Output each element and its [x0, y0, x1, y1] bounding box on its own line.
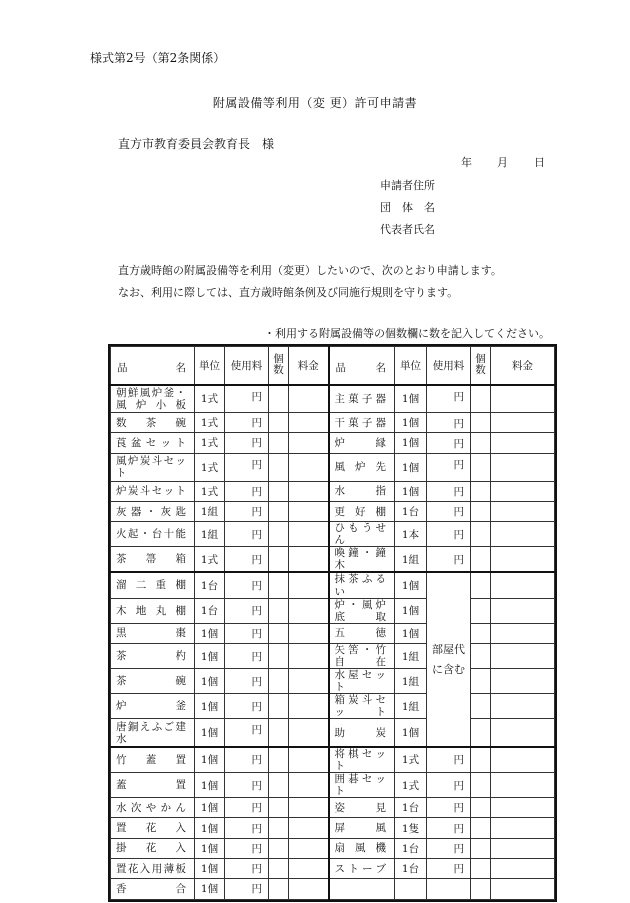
item-name: 炉炭斗セット — [111, 481, 195, 501]
item-fee: 円 — [427, 413, 471, 433]
count-input-cell[interactable] — [269, 694, 289, 719]
item-unit: 1台 — [395, 798, 427, 818]
item-name: 唐銅えふご建水 — [111, 719, 195, 747]
item-name: 置花入用薄板 — [111, 859, 195, 879]
item-unit: 1式 — [395, 747, 427, 773]
item-name: 置花入 — [111, 818, 195, 838]
charge-cell — [491, 572, 555, 598]
charge-cell — [289, 501, 329, 521]
table-row — [111, 669, 555, 694]
item-fee: 円 — [225, 669, 269, 694]
charge-cell — [491, 433, 555, 453]
item-fee: 円 — [427, 747, 471, 773]
table-row — [111, 547, 555, 573]
item-name: 朝鮮風炉釜・風炉小板 — [111, 385, 195, 413]
item-fee: 円 — [225, 772, 269, 797]
count-input-cell[interactable] — [269, 453, 289, 481]
count-input-cell[interactable] — [269, 838, 289, 858]
item-fee: 円 — [427, 453, 471, 481]
item-unit: 1個 — [195, 623, 225, 643]
charge-cell — [289, 798, 329, 818]
charge-cell — [289, 747, 329, 773]
item-unit: 1個 — [395, 453, 427, 481]
item-unit: 1式 — [195, 385, 225, 413]
item-unit: 1組 — [195, 501, 225, 521]
count-input-cell[interactable] — [269, 481, 289, 501]
charge-cell — [289, 547, 329, 573]
count-input-cell[interactable] — [269, 547, 289, 573]
item-name: 風炉先 — [329, 453, 395, 481]
item-name: 蓋置 — [111, 772, 195, 797]
item-name: 灰器・灰匙 — [111, 501, 195, 521]
item-unit: 1個 — [195, 694, 225, 719]
item-unit: 1式 — [195, 453, 225, 481]
count-input-cell[interactable] — [269, 772, 289, 797]
item-name: 五徳 — [329, 623, 395, 643]
count-input-cell[interactable] — [269, 413, 289, 433]
item-unit: 1個 — [195, 643, 225, 668]
item-fee: 円 — [225, 798, 269, 818]
application-text-line-2: なお、利用に際しては、直方歳時館条例及び同施行規則を守ります。 — [118, 286, 459, 299]
count-input-cell[interactable] — [471, 798, 491, 818]
item-name: 木地丸棚 — [111, 598, 195, 623]
charge-cell — [289, 598, 329, 623]
header-charge-left: 料金 — [289, 347, 329, 385]
table-row — [111, 623, 555, 643]
item-fee: 円 — [225, 747, 269, 773]
item-name: 助炭 — [329, 719, 395, 747]
item-fee: 円 — [225, 572, 269, 598]
charge-cell — [289, 522, 329, 547]
count-input-cell[interactable] — [269, 433, 289, 453]
form-title: 附属設備等利用（変 更）許可申請書 — [212, 96, 418, 110]
item-name: 香合 — [111, 879, 195, 899]
charge-cell — [289, 413, 329, 433]
item-unit: 1個 — [195, 772, 225, 797]
item-unit: 1個 — [195, 719, 225, 747]
charge-cell — [491, 547, 555, 573]
charge-cell — [289, 879, 329, 899]
table-row — [111, 433, 555, 453]
header-name-char-1: 品 — [335, 362, 346, 374]
count-input-cell[interactable] — [269, 669, 289, 694]
count-input-cell[interactable] — [269, 385, 289, 413]
item-unit: 1個 — [395, 572, 427, 598]
room-fee-included-note: 部屋代に含む — [427, 572, 471, 746]
item-name: 箱炭斗セット — [329, 694, 395, 719]
header-name-char-1: 品 — [117, 362, 128, 374]
count-input-cell[interactable] — [471, 772, 491, 797]
item-unit: 1組 — [395, 643, 427, 668]
count-input-cell[interactable] — [471, 643, 491, 668]
item-fee: 円 — [225, 598, 269, 623]
item-fee: 円 — [225, 453, 269, 481]
empty-cell — [491, 879, 555, 899]
count-input-cell[interactable] — [471, 719, 491, 747]
item-name: 屏風 — [329, 818, 395, 838]
item-fee: 円 — [427, 481, 471, 501]
item-name: 茶碗 — [111, 669, 195, 694]
table-row — [111, 522, 555, 547]
item-name: 将棋セット — [329, 747, 395, 773]
header-name-char-2: 名 — [375, 362, 386, 374]
empty-cell — [427, 879, 471, 899]
charge-cell — [491, 623, 555, 643]
header-name-right — [329, 347, 395, 385]
table-row — [111, 501, 555, 521]
charge-cell — [491, 522, 555, 547]
charge-cell — [289, 481, 329, 501]
empty-cell — [395, 879, 427, 899]
item-fee: 円 — [225, 481, 269, 501]
item-name: 茶箒箱 — [111, 547, 195, 573]
charge-cell — [491, 838, 555, 858]
applicant-group-label: 団 体 名 — [380, 201, 435, 214]
count-input-cell[interactable] — [471, 669, 491, 694]
count-input-cell[interactable] — [471, 859, 491, 879]
charge-cell — [491, 818, 555, 838]
charge-cell — [491, 413, 555, 433]
item-unit: 1個 — [195, 798, 225, 818]
count-input-cell[interactable] — [471, 818, 491, 838]
item-fee: 円 — [225, 719, 269, 747]
item-name: 抹茶ふるい — [329, 572, 395, 598]
item-name: 炉釜 — [111, 694, 195, 719]
table-row — [111, 798, 555, 818]
item-unit: 1式 — [195, 547, 225, 573]
item-unit: 1組 — [395, 669, 427, 694]
charge-cell — [289, 859, 329, 879]
item-fee: 円 — [427, 547, 471, 573]
count-input-cell[interactable] — [471, 747, 491, 773]
header-fee-right: 使用料 — [427, 347, 471, 385]
item-fee: 円 — [225, 818, 269, 838]
table-row — [111, 694, 555, 719]
table-row — [111, 719, 555, 747]
item-name: 掛花入 — [111, 838, 195, 858]
count-input-cell[interactable] — [269, 747, 289, 773]
item-unit: 1本 — [395, 522, 427, 547]
table-row — [111, 481, 555, 501]
item-name: 姿見 — [329, 798, 395, 818]
table-row — [111, 772, 555, 797]
header-unit-left: 単位 — [195, 347, 225, 385]
item-unit: 1個 — [195, 818, 225, 838]
item-name: 黒棗 — [111, 623, 195, 643]
header-charge-right: 料金 — [491, 347, 555, 385]
item-fee: 円 — [225, 879, 269, 899]
item-unit: 1個 — [395, 719, 427, 747]
count-input-cell[interactable] — [471, 572, 491, 598]
item-fee: 円 — [427, 522, 471, 547]
charge-cell — [289, 643, 329, 668]
item-unit: 1隻 — [395, 818, 427, 838]
header-fee-left: 使用料 — [225, 347, 269, 385]
charge-cell — [289, 694, 329, 719]
item-name: 炉・風炉底取 — [329, 598, 395, 623]
item-unit: 1台 — [395, 838, 427, 858]
item-fee: 円 — [225, 859, 269, 879]
table-row — [111, 385, 555, 413]
item-fee: 円 — [427, 501, 471, 521]
item-fee: 円 — [427, 772, 471, 797]
item-fee: 円 — [225, 385, 269, 413]
item-fee: 円 — [427, 818, 471, 838]
item-name: 数茶碗 — [111, 413, 195, 433]
count-input-cell[interactable] — [269, 643, 289, 668]
header-count-left: 個数 — [269, 347, 289, 385]
item-unit: 1組 — [395, 694, 427, 719]
count-input-cell[interactable] — [269, 501, 289, 521]
count-input-cell[interactable] — [471, 598, 491, 623]
count-input-cell[interactable] — [269, 859, 289, 879]
item-unit: 1個 — [395, 385, 427, 413]
table-row — [111, 643, 555, 668]
count-input-cell[interactable] — [269, 572, 289, 598]
item-name: 風炉炭斗セット — [111, 453, 195, 481]
table-row — [111, 879, 555, 899]
item-unit: 1個 — [195, 859, 225, 879]
item-fee: 円 — [225, 838, 269, 858]
date-day-label: 日 — [534, 156, 545, 169]
charge-cell — [491, 598, 555, 623]
date-year-label: 年 — [461, 156, 472, 169]
count-input-cell[interactable] — [471, 481, 491, 501]
count-input-cell[interactable] — [471, 522, 491, 547]
charge-cell — [491, 643, 555, 668]
charge-cell — [491, 772, 555, 797]
equipment-table — [110, 346, 555, 900]
item-unit: 1個 — [395, 433, 427, 453]
charge-cell — [289, 838, 329, 858]
charge-cell — [289, 719, 329, 747]
header-unit-right: 単位 — [395, 347, 427, 385]
count-input-cell[interactable] — [471, 501, 491, 521]
count-input-cell[interactable] — [269, 798, 289, 818]
header-name-left — [111, 347, 195, 385]
date-month-label: 月 — [497, 156, 508, 169]
item-fee: 円 — [427, 859, 471, 879]
item-unit: 1式 — [195, 413, 225, 433]
header-name-char-2: 名 — [175, 362, 186, 374]
charge-cell — [491, 453, 555, 481]
item-fee: 円 — [225, 643, 269, 668]
item-name: 矢筈・竹自在 — [329, 643, 395, 668]
charge-cell — [289, 818, 329, 838]
applicant-address-label: 申請者住所 — [380, 179, 435, 192]
item-unit: 1台 — [195, 598, 225, 623]
item-fee: 円 — [225, 522, 269, 547]
item-unit: 1台 — [395, 501, 427, 521]
instruction-text: ・利用する附属設備等の個数欄に数を記入してください。 — [264, 327, 550, 340]
table-header-row — [111, 347, 555, 385]
charge-cell — [289, 669, 329, 694]
item-name: 炉縁 — [329, 433, 395, 453]
count-input-cell[interactable] — [269, 623, 289, 643]
item-unit: 1個 — [395, 481, 427, 501]
charge-cell — [491, 859, 555, 879]
empty-cell — [471, 879, 491, 899]
item-unit: 1組 — [395, 547, 427, 573]
item-unit: 1個 — [195, 747, 225, 773]
item-unit: 1式 — [195, 433, 225, 453]
item-fee: 円 — [427, 838, 471, 858]
form-number: 様式第2号（第2条関係） — [90, 51, 226, 65]
table-row — [111, 747, 555, 773]
item-name: ストーブ — [329, 859, 395, 879]
item-fee: 円 — [225, 433, 269, 453]
item-name: 水次やかん — [111, 798, 195, 818]
table-row — [111, 838, 555, 858]
charge-cell — [491, 798, 555, 818]
item-fee: 円 — [225, 413, 269, 433]
item-name: 溜二重棚 — [111, 572, 195, 598]
item-unit: 1個 — [395, 598, 427, 623]
table-row — [111, 598, 555, 623]
item-unit: 1個 — [195, 879, 225, 899]
item-fee: 円 — [427, 433, 471, 453]
item-name: 火起・台十能 — [111, 522, 195, 547]
item-unit: 1式 — [395, 772, 427, 797]
item-name: 水指 — [329, 481, 395, 501]
item-name: 更好棚 — [329, 501, 395, 521]
header-count-right: 個数 — [471, 347, 491, 385]
item-unit: 1個 — [395, 413, 427, 433]
charge-cell — [289, 433, 329, 453]
count-input-cell[interactable] — [269, 879, 289, 899]
charge-cell — [491, 694, 555, 719]
charge-cell — [491, 481, 555, 501]
item-unit: 1個 — [195, 838, 225, 858]
item-fee: 円 — [225, 501, 269, 521]
empty-cell — [329, 879, 395, 899]
item-name: 竹蓋置 — [111, 747, 195, 773]
count-input-cell[interactable] — [471, 838, 491, 858]
charge-cell — [491, 385, 555, 413]
item-name: 莨盆セット — [111, 433, 195, 453]
table-row — [111, 859, 555, 879]
charge-cell — [491, 719, 555, 747]
count-input-cell[interactable] — [269, 818, 289, 838]
item-fee: 円 — [225, 623, 269, 643]
charge-cell — [289, 772, 329, 797]
item-name: 囲碁セット — [329, 772, 395, 797]
charge-cell — [289, 572, 329, 598]
item-unit: 1台 — [195, 572, 225, 598]
item-fee: 円 — [225, 694, 269, 719]
item-fee: 円 — [427, 385, 471, 413]
item-name: 水屋セット — [329, 669, 395, 694]
item-unit: 1個 — [195, 669, 225, 694]
recipient: 直方市教育委員会教育長 様 — [118, 137, 275, 151]
table-row — [111, 453, 555, 481]
count-input-cell[interactable] — [471, 547, 491, 573]
charge-cell — [289, 623, 329, 643]
count-input-cell[interactable] — [471, 453, 491, 481]
item-name: 茶杓 — [111, 643, 195, 668]
item-fee: 円 — [427, 798, 471, 818]
charge-cell — [491, 501, 555, 521]
count-input-cell[interactable] — [471, 413, 491, 433]
item-name: 主菓子器 — [329, 385, 395, 413]
item-unit: 1台 — [395, 859, 427, 879]
table-row — [111, 572, 555, 598]
item-fee: 円 — [225, 547, 269, 573]
count-input-cell[interactable] — [471, 433, 491, 453]
charge-cell — [289, 453, 329, 481]
applicant-representative-label: 代表者氏名 — [380, 223, 435, 236]
item-name: ひもうせん — [329, 522, 395, 547]
count-input-cell[interactable] — [269, 719, 289, 747]
charge-cell — [491, 747, 555, 773]
charge-cell — [289, 385, 329, 413]
application-text-line-1: 直方歳時館の附属設備等を利用（変更）したいので、次のとおり申請します。 — [118, 264, 502, 277]
count-input-cell[interactable] — [269, 598, 289, 623]
item-name: 干菓子器 — [329, 413, 395, 433]
charge-cell — [491, 669, 555, 694]
item-name: 扇風機 — [329, 838, 395, 858]
item-unit: 1式 — [195, 481, 225, 501]
count-input-cell[interactable] — [269, 522, 289, 547]
item-name: 喚鐘・鐘木 — [329, 547, 395, 573]
table-row — [111, 413, 555, 433]
item-unit: 1組 — [195, 522, 225, 547]
item-unit: 1個 — [395, 623, 427, 643]
count-input-cell[interactable] — [471, 385, 491, 413]
date-line — [0, 154, 630, 170]
count-input-cell[interactable] — [471, 694, 491, 719]
table-row — [111, 818, 555, 838]
count-input-cell[interactable] — [471, 623, 491, 643]
